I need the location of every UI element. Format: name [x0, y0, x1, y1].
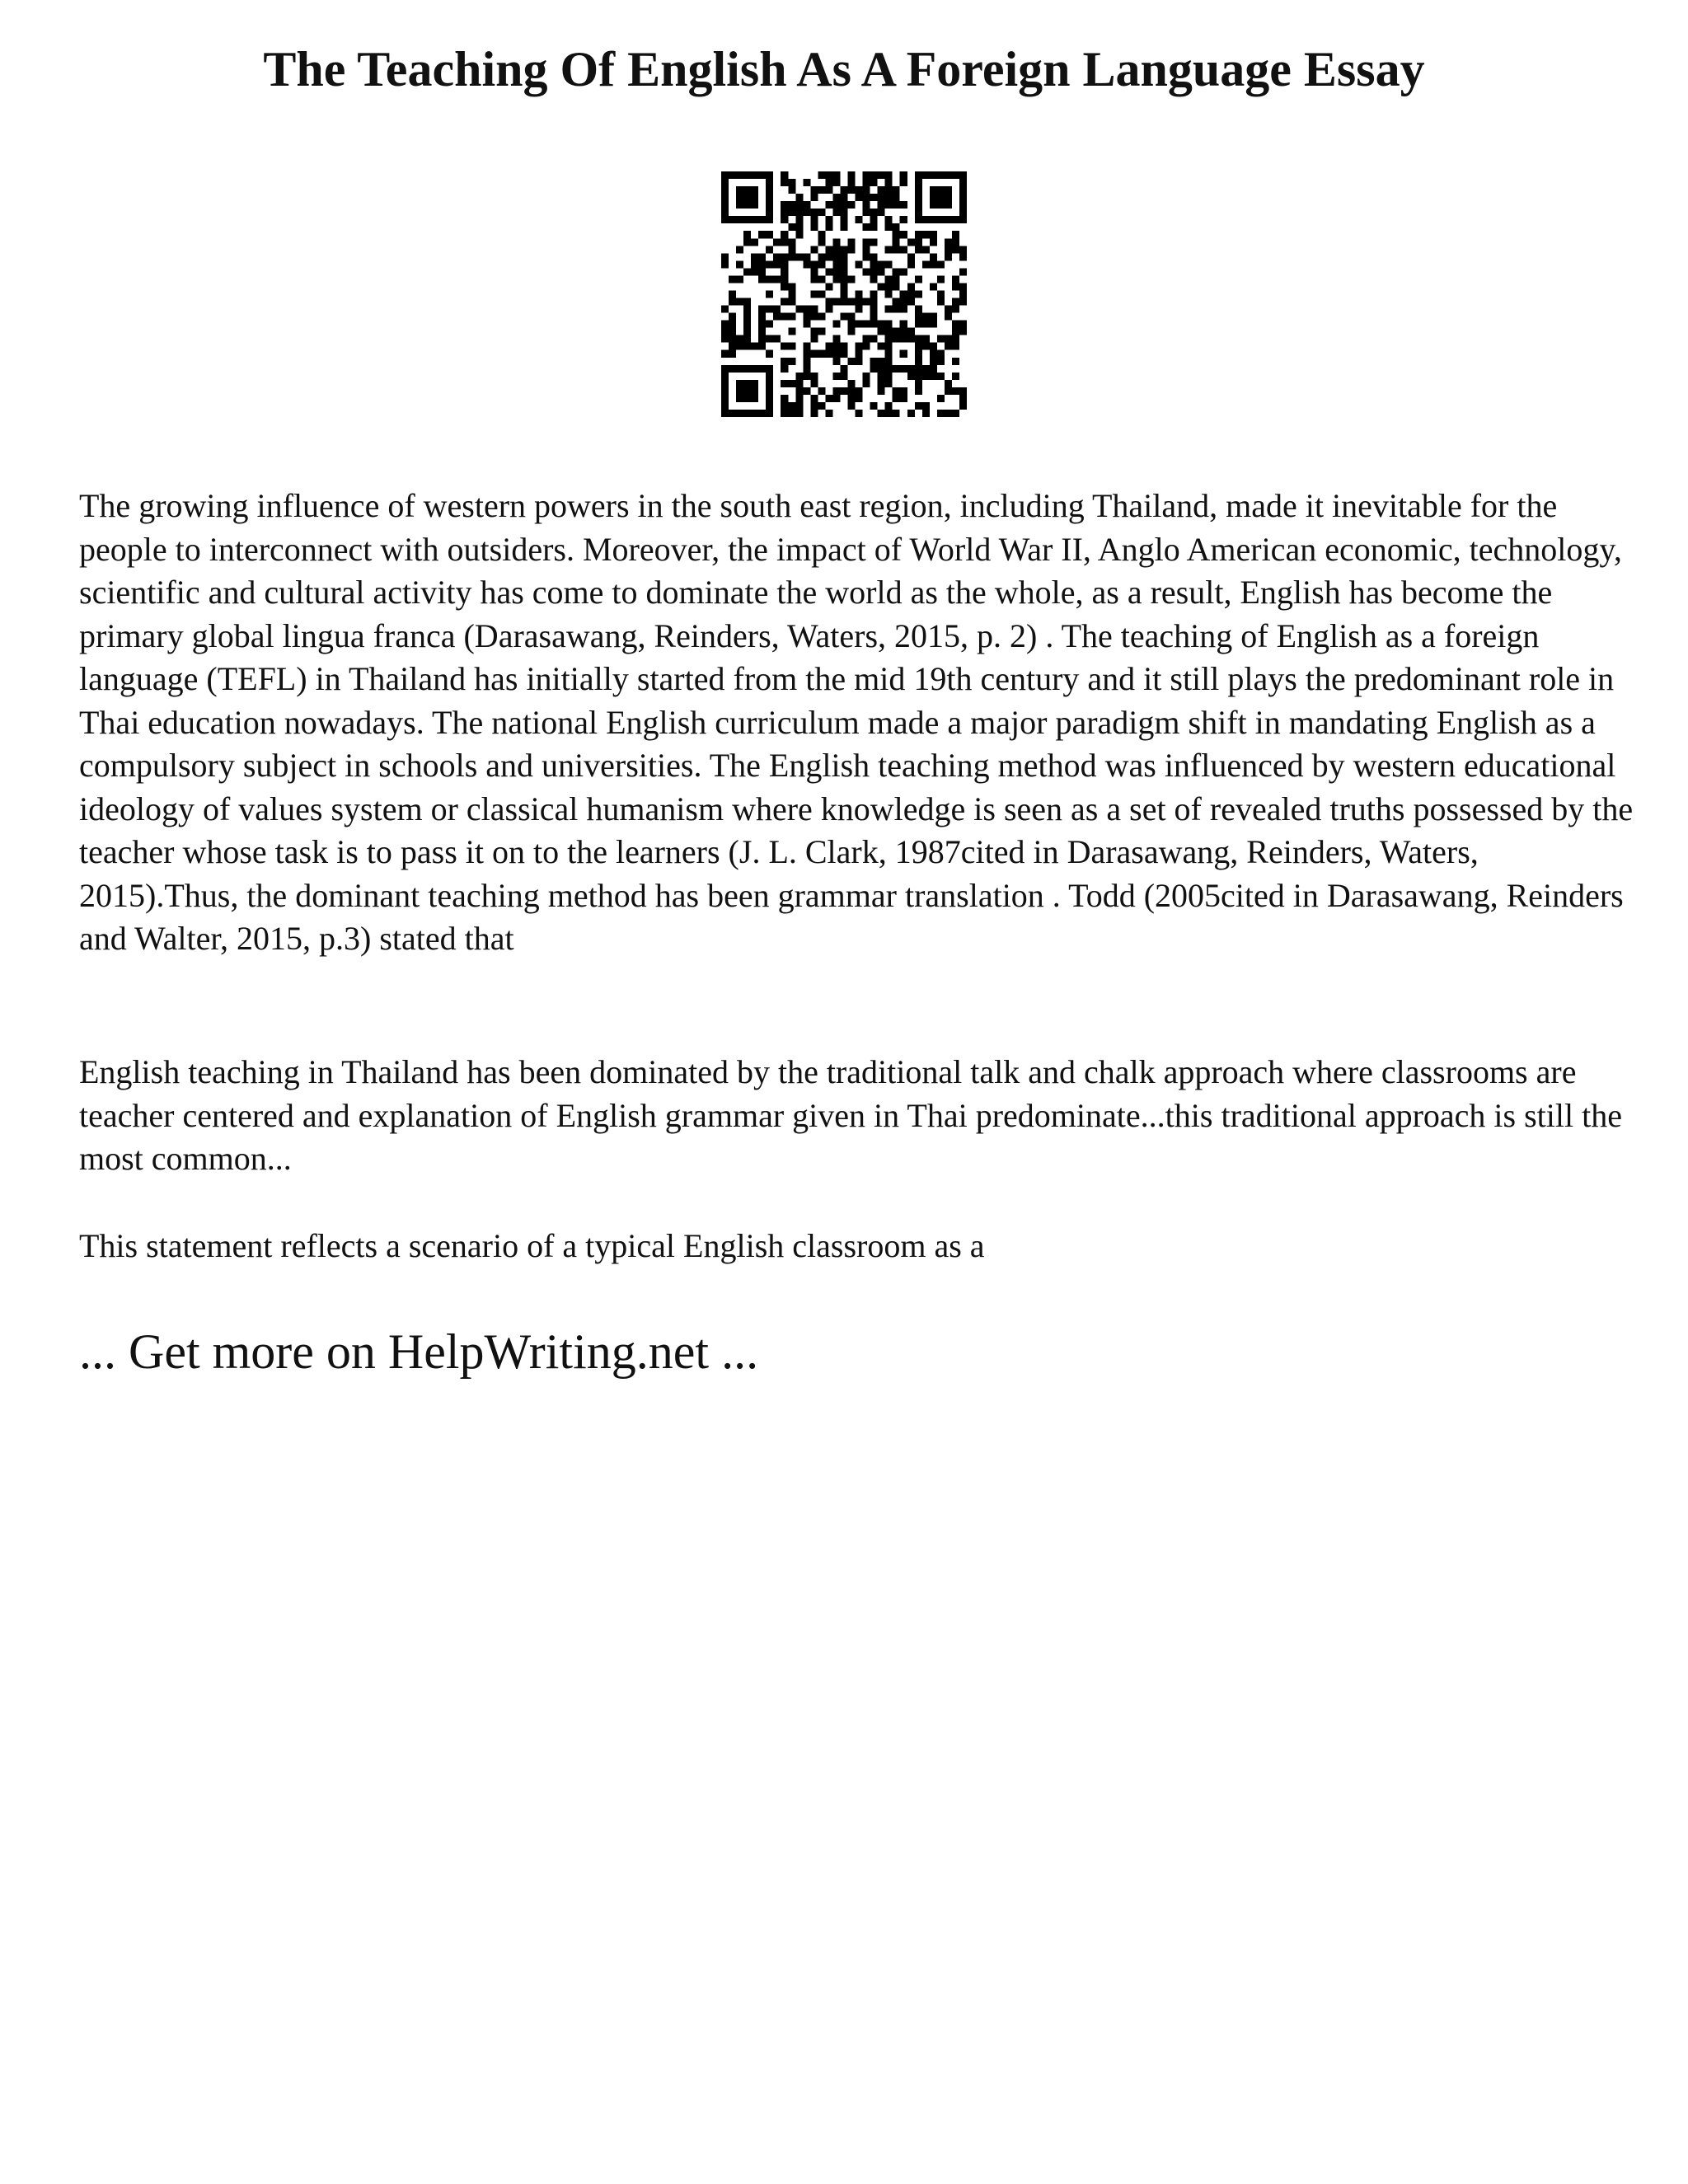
page-title: The Teaching Of English As A Foreign Language Essay [263, 42, 1425, 96]
body-paragraph-2: English teaching in Thailand has been dominated by the traditional talk and chalk approach where classrooms are teacher centered and explanation of English grammar given in Thai predominate...this traditional approach is still the most common... [79, 1053, 1622, 1177]
body-paragraph-3: This statement reflects a scenario of a typical English classroom as a [79, 1227, 985, 1264]
qr-code-image [721, 171, 967, 417]
qr-code-graphic [721, 171, 967, 417]
body-paragraph-1: The growing influence of western powers in the south east region, including Thailand, made it inevitable for the people to interconnect with outsiders. Moreover, the impact of World War II, Anglo American economic, technology, scientific and cultural activity has come to dominate the world as the whole, as a result, English has become the primary global lingua franca (Darasawang, Reinders, Waters, 2015, p. 2) . The teaching of English as a foreign language (TEFL) in Thailand has initially started from the mid 19th century and it still plays the predominant role in Thai education nowadays. The national English curriculum made a major paradigm shift in mandating English as a compulsory subject in schools and universities. The English teaching method was influenced by western educational ideology of values system or classical humanism where knowledge is seen as a set of revealed truths possessed by the teacher whose task is to pass it on to the learners (J. L. Clark, 1987cited in Darasawang, Reinders, Waters, 2015).Thus, the dominant teaching method has been grammar translation . Todd (2005cited in Darasawang, Reinders and Walter, 2015, p.3) stated that [79, 487, 1634, 957]
get-more-link[interactable]: ... Get more on HelpWriting.net ... [79, 1324, 759, 1379]
